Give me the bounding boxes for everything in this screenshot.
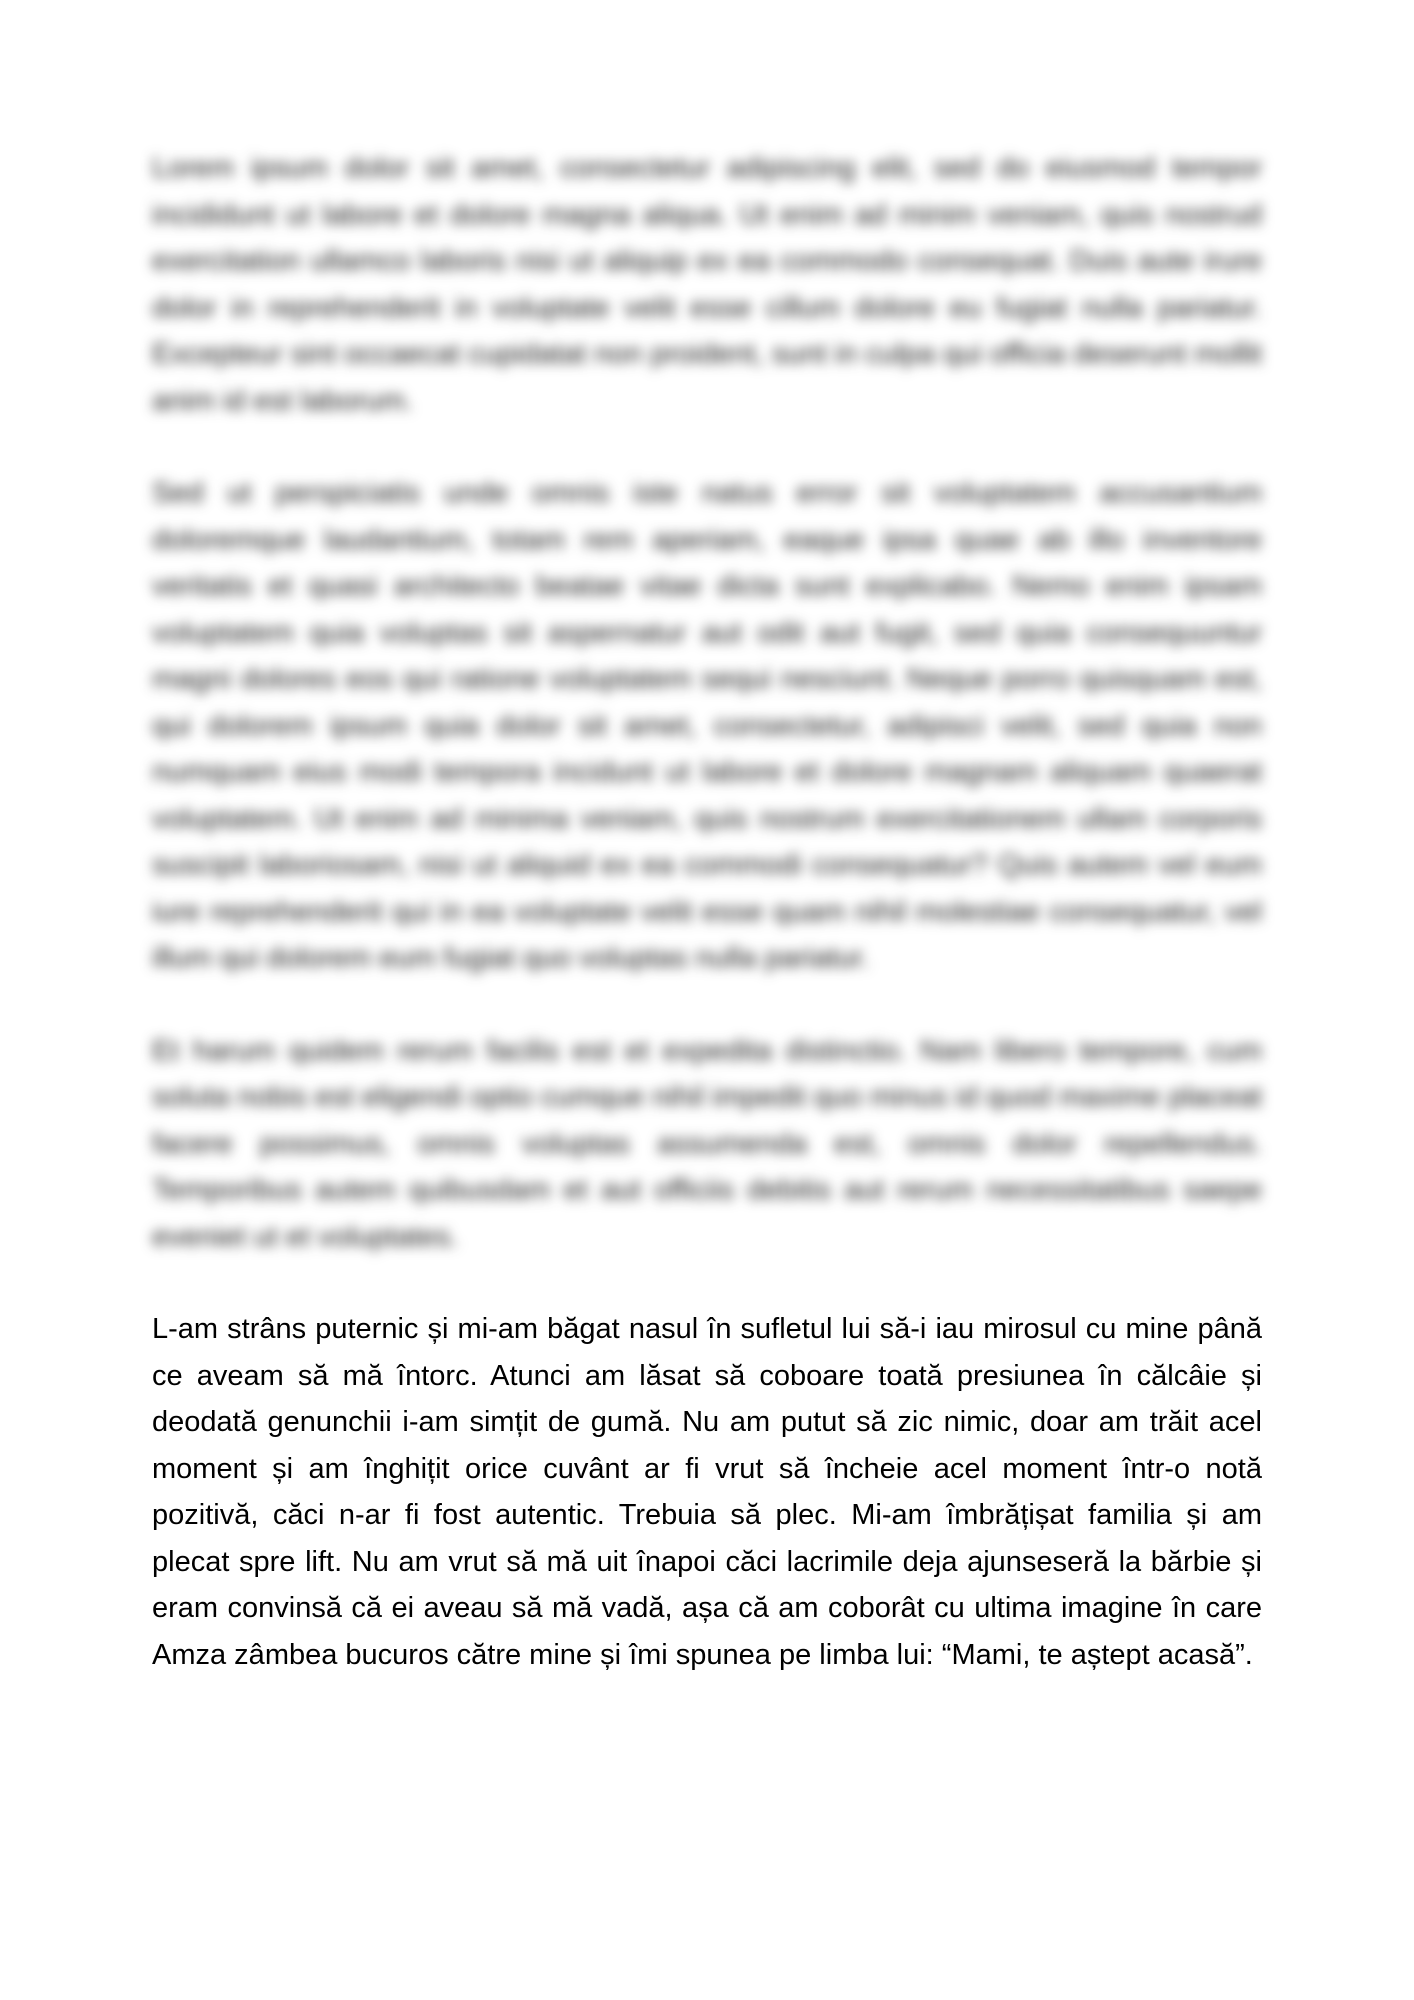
blurred-paragraph-2: Sed ut perspiciatis unde omnis iste natus error sit voluptatem accusantium doloremque laudantium, totam rem aperiam, eaque ipsa quae ab illo inventore veritatis et quasi architecto beatae vitae dicta sunt explicabo. Nemo enim ipsam voluptatem quia voluptas sit aspernatur aut odit aut fugit, sed quia consequuntur magni dolores eos qui ratione voluptatem sequi nesciunt. Neque porro quisquam est, qui dolorem ipsum quia dolor sit amet, consectetur, adipisci velit, sed quia non numquam eius modi tempora incidunt ut labore et dolore magnam aliquam quaerat voluptatem. Ut enim ad minima veniam, quis nostrum exercitationem ullam corporis suscipit laboriosam, nisi ut aliquid ex ea commodi consequatur? Quis autem vel eum iure reprehenderit qui in ea voluptate velit esse quam nihil molestiae consequatur, vel illum qui dolorem eum fugiat quo voluptas nulla pariatur.	[152, 477, 1262, 974]
story-paragraph: L-am strâns puternic și mi-am băgat nasul în sufletul lui să-i iau mirosul cu mine până ce aveam să mă întorc. Atunci am lăsat să coboare toată presiunea în călcâie și deodată genunchii i-am simțit de gumă. Nu am putut să zic nimic, doar am trăit acel moment și am înghițit orice cuvânt ar fi vrut să încheie acel moment într-o notă pozitivă, căci n-ar fi fost autentic. Trebuia să plec. Mi-am îmbrățișat familia și am plecat spre lift. Nu am vrut să mă uit înapoi căci lacrimile deja ajunseseră la bărbie și eram convinsă că ei aveau să mă vadă, așa că am coborât cu ultima imagine în care Amza zâmbea bucuros către mine și îmi spunea pe limba lui: “Mami, te aștept acasă”.	[152, 1313, 1262, 1671]
blurred-paragraph-1: Lorem ipsum dolor sit amet, consectetur adipiscing elit, sed do eiusmod tempor incididunt ut labore et dolore magna aliqua. Ut enim ad minim veniam, quis nostrud exercitation ullamco laboris nisi ut aliquip ex ea commodo consequat. Duis aute irure dolor in reprehenderit in voluptate velit esse cillum dolore eu fugiat nulla pariatur. Excepteur sint occaecat cupidatat non proident, sunt in culpa qui officia deserunt mollit anim id est laborum.	[152, 152, 1262, 417]
document-page	[152, 145, 1262, 1724]
blurred-paragraph-3: Et harum quidem rerum facilis est et expedita distinctio. Nam libero tempore, cum soluta nobis est eligendi optio cumque nihil impedit quo minus id quod maxime placeat facere possimus, omnis voluptas assumenda est, omnis dolor repellendus. Temporibus autem quibusdam et aut officiis debitis aut rerum necessitatibus saepe eveniet ut et voluptates.	[152, 1034, 1262, 1253]
